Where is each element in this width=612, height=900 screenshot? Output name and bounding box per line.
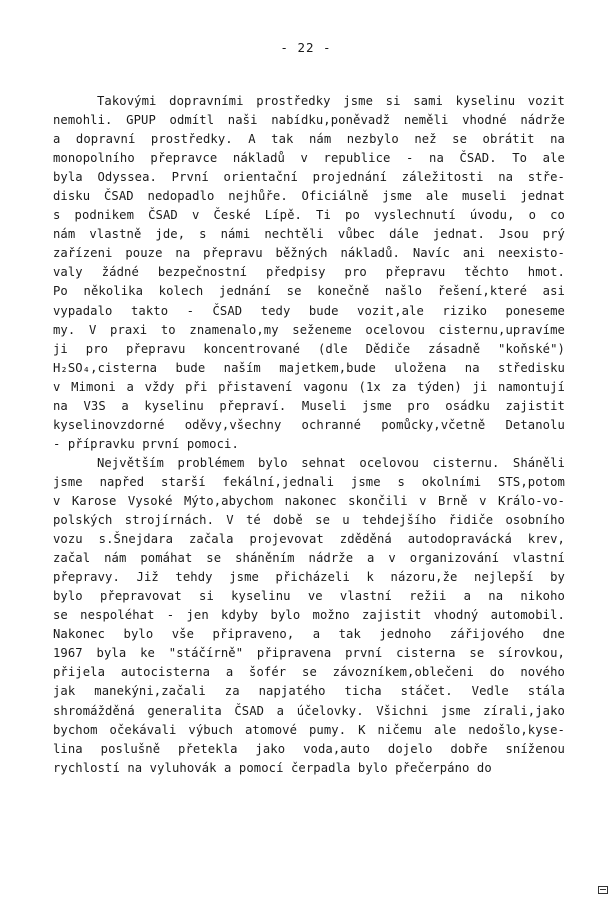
text-line: disku ČSAD nedopadlo nejhůře. Oficiálně jsme ale museli jednat	[53, 189, 565, 204]
text-line: - přípravku první pomoci.	[53, 436, 239, 451]
text-line: Takovými dopravními prostředky jsme si sami kyselinu vozit	[97, 94, 565, 108]
text-line: na V3S a kyselinu přepraví. Museli jsme pro osádku zajistit	[53, 398, 565, 413]
text-line: my. V praxi to znamenalo,my seženeme ocelovou cisternu,upravíme	[53, 322, 565, 337]
text-line: rychlostí na vyluhovák a pomocí čerpadla bylo přečerpáno do	[53, 760, 492, 775]
text-line: 1967 byla ke "stáčírně" připravena první cisterna se sírovkou,	[53, 646, 565, 661]
text-line: v Karose Vysoké Mýto,abychom nakonec skončili v Brně v Králo-vo-	[53, 493, 565, 508]
text-line: vypadalo takto - ČSAD tedy bude vozit,ale riziko poneseme	[53, 303, 565, 318]
text-line: byla Odyssea. První orientační projednání záležitosti na stře-	[53, 170, 565, 185]
text-line: lina poslušně přetekla jako voda,auto dojelo dobře sníženou	[53, 741, 565, 756]
text-line: přijela autocisterna a šofér se závozníkem,oblečeni do nového	[53, 665, 565, 680]
text-line: jak manekýni,začali za napjatého ticha stáčet. Vedle stála	[53, 684, 565, 699]
text-line: přepravy. Již tehdy jsme přicházeli k názoru,že nejlepší by	[53, 570, 565, 585]
text-line: nemohli. GPUP odmítl naši nabídku,poněvadž neměli vhodné nádrže	[53, 113, 565, 128]
text-line: polských strojírnách. V té době se u tehdejšího řidiče osobního	[53, 513, 565, 528]
text-line: se nespoléhat - jen kdyby bylo možno zajistit vhodný automobil.	[53, 608, 565, 623]
text-line: v Mimoni a vždy při přistavení vagonu (1x za týden) ji namontují	[53, 379, 565, 394]
page-number: - 22 -	[280, 40, 332, 55]
text-line: monopolního přepravce nákladů v republice - na ČSAD. To ale	[53, 151, 565, 166]
text-line: bychom očekávali výbuch atomové pumy. K ničemu ale nedošlo,kyse-	[53, 722, 565, 737]
text-line: ji pro přepravu koncentrované (dle Dědiče zásadně "koňské")	[53, 341, 565, 356]
text-line: bylo přepravovat si kyselinu ve vlastní režii a na nikoho	[53, 589, 565, 604]
text-line: jsme napřed starší fekální,jednali jsme s okolními STS,potom	[53, 474, 565, 489]
text-line: Po několika kolech jednání se konečně našlo řešení,které asi	[53, 284, 565, 299]
text-line: valy žádné bezpečnostní předpisy pro přepravu těchto hmot.	[53, 265, 565, 280]
paragraph	[53, 454, 565, 778]
text-line: s podnikem ČSAD v České Lípě. Ti po vyslechnutí úvodu, o co	[53, 208, 565, 223]
text-line: zařízeni pouze na přepravu běžných nákladů. Navíc ani neexisto-	[53, 246, 565, 261]
text-line: vozu s.Šnejdara začala projevovat zděděná autodopravácká krev,	[53, 532, 565, 547]
text-line: začal nám pomáhat se sháněním nádrže a v organizování vlastní	[53, 551, 565, 566]
text-line: kyselinovzdorné oděvy,všechny ochranné pomůcky,včetně Detanolu	[53, 417, 565, 432]
body-text	[53, 92, 565, 778]
text-line: H₂SO₄,cisterna bude naším majetkem,bude uložena na středisku	[53, 360, 565, 375]
page-corner-icon	[598, 886, 608, 894]
text-line: a dopravní prostředky. A tak nám nezbylo než se obrátit na	[53, 132, 565, 147]
text-line: Nakonec bylo vše připraveno, a tak jednoho zářijového dne	[53, 627, 565, 642]
text-line: Největším problémem bylo sehnat ocelovou cisternu. Sháněli	[97, 455, 565, 470]
text-line: shromážděná generalita ČSAD a účelovky. Všichni jsme zírali,jako	[53, 703, 565, 718]
text-line: nám vlastně jde, s námi nechtěli vůbec dále jednat. Jsou prý	[53, 227, 565, 242]
paragraph	[53, 92, 565, 454]
